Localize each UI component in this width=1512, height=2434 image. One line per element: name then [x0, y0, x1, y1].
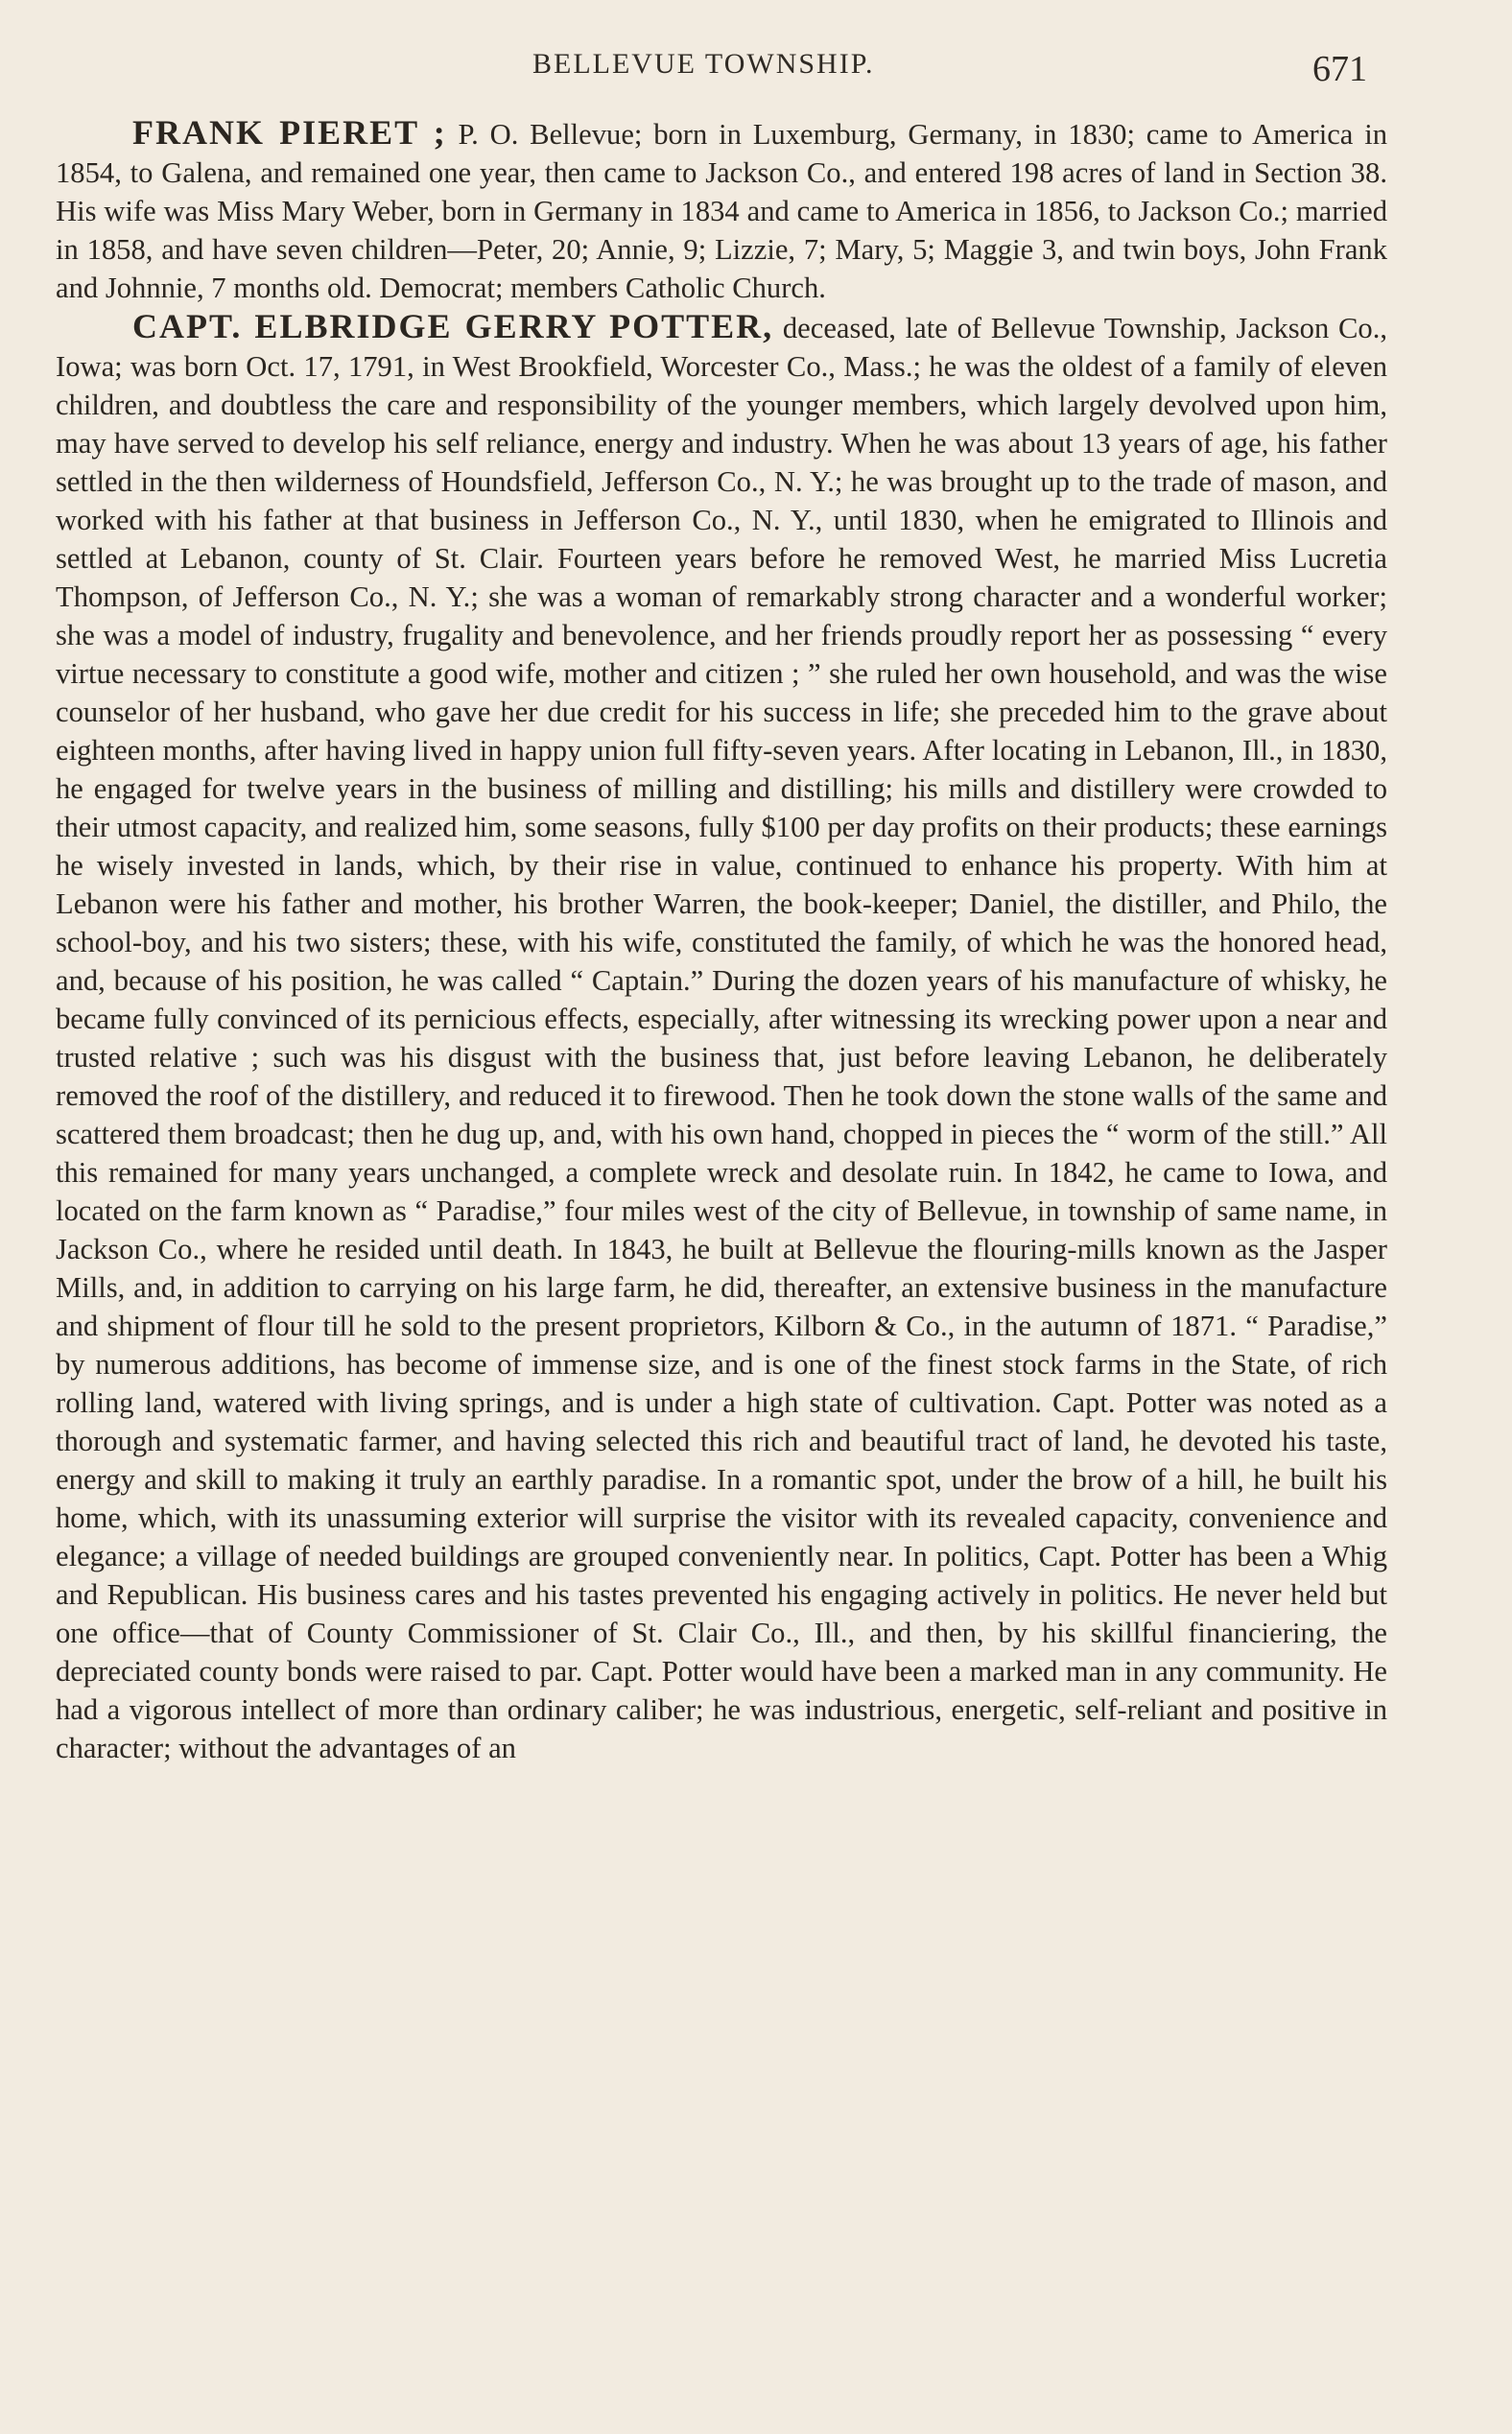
entry-text: P. O. Bellevue; born in Luxemburg, Germany, in 1830; came to America in 1854, to Galena, and remained one year, then came to Jackson Co., and entered 198 acres of land in Section 38. His wife was Miss Mary Weber, born in Germany in 1834 and came to America in 1856, to Jackson Co.; married in 1858, and have seven children—Peter, 20; Annie, 9; Lizzie, 7; Mary, 5; Maggie 3, and twin boys, John Frank and Johnnie, 7 months old. Democrat; members Catholic Church.	[56, 118, 1387, 304]
entry-name: FRANK PIERET ;	[132, 113, 447, 152]
entry-name: CAPT. ELBRIDGE GERRY POTTER,	[132, 307, 774, 345]
biography-entry-potter	[56, 307, 1387, 1767]
running-head: BELLEVUE TOWNSHIP.	[532, 48, 875, 80]
text-block	[56, 113, 1387, 1767]
biography-entry-pieret	[56, 113, 1387, 307]
entry-text: deceased, late of Bellevue Township, Jackson Co., Iowa; was born Oct. 17, 1791, in West Brookfield, Worcester Co., Mass.; he was the oldest of a family of eleven children, and doubtless the care and responsibility of the younger members, which largely devolved upon him, may have served to develop his self reliance, energy and industry. When he was about 13 years of age, his father settled in the then wilderness of Houndsfield, Jefferson Co., N. Y.; he was brought up to the trade of mason, and worked with his father at that business in Jefferson Co., N. Y., until 1830, when he emigrated to Illinois and settled at Lebanon, county of St. Clair. Fourteen years before he removed West, he married Miss Lucretia Thompson, of Jefferson Co., N. Y.; she was a woman of remarkably strong character and a wonderful worker; she was a model of industry, frugality and benevolence, and her friends proudly report her as possessing “ every virtue necessary to constitute a good wife, mother and citizen ; ” she ruled her own household, and was the wise counselor of her husband, who gave her due credit for his success in life; she preceded him to the grave about eighteen months, after having lived in happy union full fifty-seven years. After locating in Lebanon, Ill., in 1830, he engaged for twelve years in the business of milling and distilling; his mills and distillery were crowded to their utmost capacity, and realized him, some seasons, fully $100 per day profits on their products; these earnings he wisely invested in lands, which, by their rise in value, continued to enhance his property. With him at Lebanon were his father and mother, his brother Warren, the book-keeper; Daniel, the distiller, and Philo, the school-boy, and his two sisters; these, with his wife, constituted the family, of which he was the honored head, and, because of his position, he was called “ Captain.” During the dozen years of his manufacture of whisky, he became fully convinced of its pernicious effects, especially, after witnessing its wrecking power upon a near and trusted relative ; such was his disgust with the business that, just before leaving Lebanon, he deliberately removed the roof of the distillery, and reduced it to firewood. Then he took down the stone walls of the same and scattered them broadcast; then he dug up, and, with his own hand, chopped in pieces the “ worm of the still.” All this remained for many years unchanged, a complete wreck and desolate ruin. In 1842, he came to Iowa, and located on the farm known as “ Paradise,” four miles west of the city of Bellevue, in township of same name, in Jackson Co., where he resided until death. In 1843, he built at Bellevue the flouring-mills known as the Jasper Mills, and, in addition to carrying on his large farm, he did, thereafter, an extensive business in the manufacture and shipment of flour till he sold to the present proprietors, Kilborn & Co., in the autumn of 1871. “ Paradise,” by numerous additions, has become of immense size, and is one of the finest stock farms in the State, of rich rolling land, watered with living springs, and is under a high state of cultivation. Capt. Potter was noted as a thorough and systematic farmer, and having selected this rich and beautiful tract of land, he devoted his taste, energy and skill to making it truly an earthly paradise. In a romantic spot, under the brow of a hill, he built his home, which, with its unassuming exterior will surprise the visitor with its revealed capacity, convenience and elegance; a village of needed buildings are grouped conveniently near. In politics, Capt. Potter has been a Whig and Republican. His business cares and his tastes prevented his engaging actively in politics. He never held but one office—that of County Commissioner of St. Clair Co., Ill., and then, by his skillful financiering, the depreciated county bonds were raised to par. Capt. Potter would have been a marked man in any community. He had a vigorous intellect of more than ordinary caliber; he was industrious, energetic, self-reliant and positive in character; without the advantages of an	[56, 312, 1388, 1764]
page-number: 671	[1312, 49, 1367, 89]
